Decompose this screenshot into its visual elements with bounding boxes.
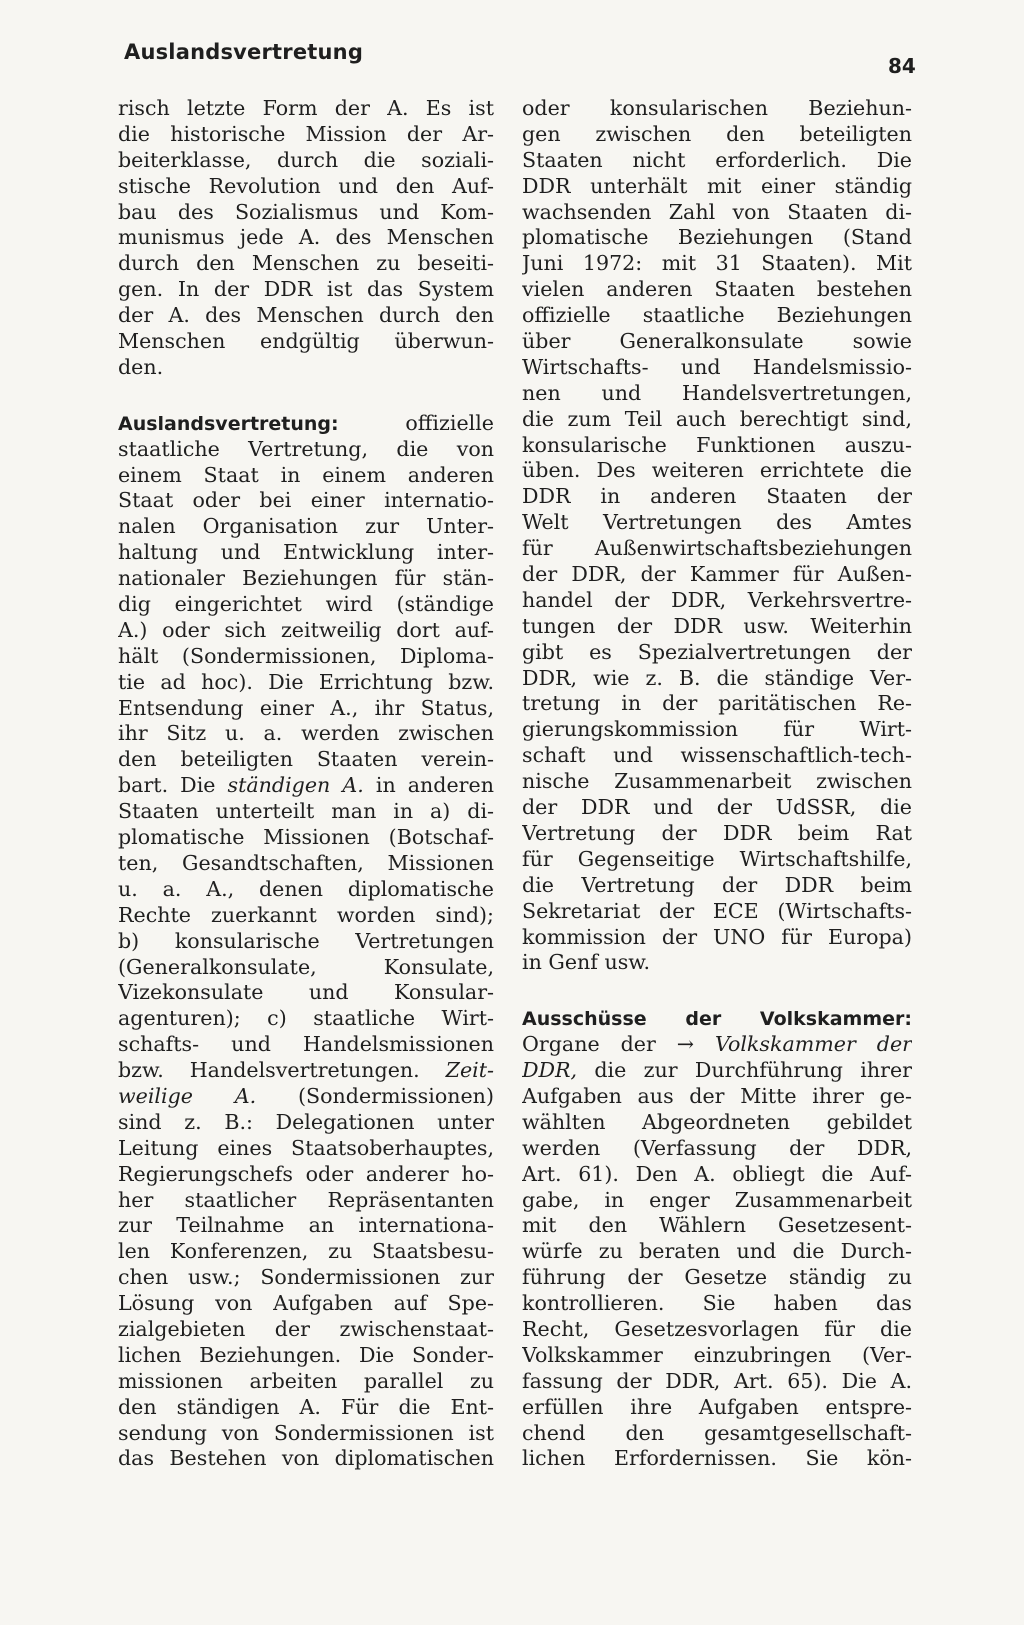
text-line: len Konferenzen, zu Staatsbesu- bbox=[118, 1239, 494, 1264]
entry-headword-line: Ausschüsse der Volkskammer: bbox=[522, 1008, 912, 1031]
text-line: die zum Teil auch berechtigt sind, bbox=[522, 406, 912, 431]
text-line: einem Staat in einem anderen bbox=[118, 462, 494, 487]
text-line: die historische Mission der Ar- bbox=[118, 121, 494, 146]
paragraph-gap bbox=[118, 381, 494, 411]
text-line: gierungskommission für Wirt- bbox=[522, 717, 912, 742]
text-line: plomatische Missionen (Botschaf- bbox=[118, 825, 494, 850]
text-line: nische Zusammenarbeit zwischen bbox=[522, 769, 912, 794]
text-line: gabe, in enger Zusammenarbeit bbox=[522, 1187, 912, 1212]
text-line: hält (Sondermissionen, Diploma- bbox=[118, 643, 494, 668]
text-line: den beteiligten Staaten verein- bbox=[118, 747, 494, 772]
text-line: stische Revolution und den Auf- bbox=[118, 173, 494, 198]
text-line: Sekretariat der ECE (Wirtschafts- bbox=[522, 898, 912, 923]
text-line: nalen Organisation zur Unter- bbox=[118, 514, 494, 539]
text-line: bzw. Handelsvertretungen. Zeit- bbox=[118, 1058, 494, 1083]
text-line: haltung und Entwicklung inter- bbox=[118, 540, 494, 565]
text-line: üben. Des weiteren errichtete die bbox=[522, 458, 912, 483]
text-line: DDR unterhält mit einer ständig bbox=[522, 173, 912, 198]
text-line: der DDR, der Kammer für Außen- bbox=[522, 562, 912, 587]
text-line: in Genf usw. bbox=[522, 950, 651, 975]
text-line: der A. des Menschen durch den bbox=[118, 303, 494, 328]
text-line: Menschen endgültig überwun- bbox=[118, 329, 494, 354]
text-line: Wirtschafts- und Handelsmissio- bbox=[522, 354, 912, 379]
text-line: tie ad hoc). Die Errichtung bzw. bbox=[118, 669, 494, 694]
text-line: chend den gesamtgesellschaft- bbox=[522, 1420, 912, 1445]
text-line: ihr Sitz u. a. werden zwischen bbox=[118, 721, 494, 746]
text-line: Staaten nicht erforderlich. Die bbox=[522, 147, 912, 172]
text-line: Rechte zuerkannt worden sind); bbox=[118, 902, 494, 927]
text-line: oder konsularischen Beziehun- bbox=[522, 96, 912, 120]
text-line: gen zwischen den beteiligten bbox=[522, 121, 912, 146]
text-line: schaft und wissenschaftlich-tech- bbox=[522, 743, 912, 768]
text-line: Regierungschefs oder anderer ho- bbox=[118, 1161, 494, 1186]
text-line: Juni 1972: mit 31 Staaten). Mit bbox=[522, 251, 912, 276]
text-line: (Generalkonsulate, Konsulate, bbox=[118, 954, 494, 979]
text-line: lichen Beziehungen. Die Sonder- bbox=[118, 1342, 494, 1367]
text-line: das Bestehen von diplomatischen bbox=[118, 1446, 494, 1471]
text-line: wählten Abgeordneten gebildet bbox=[522, 1109, 912, 1134]
text-column-right bbox=[522, 96, 912, 1472]
running-title: Auslandsvertretung bbox=[124, 40, 364, 64]
text-line: tungen der DDR usw. Weiterhin bbox=[522, 613, 912, 638]
text-line: ten, Gesandtschaften, Missionen bbox=[118, 850, 494, 875]
text-line: vielen anderen Staaten bestehen bbox=[522, 277, 912, 302]
text-line: nen und Handelsvertretungen, bbox=[522, 380, 912, 405]
text-line: kontrollieren. Sie haben das bbox=[522, 1291, 912, 1316]
text-line: Lösung von Aufgaben auf Spe- bbox=[118, 1291, 494, 1316]
text-line: der DDR und der UdSSR, die bbox=[522, 795, 912, 820]
text-line: chen usw.; Sondermissionen zur bbox=[118, 1265, 494, 1290]
text-line: sind z. B.: Delegationen unter bbox=[118, 1109, 494, 1134]
text-line: durch den Menschen zu beseiti- bbox=[118, 251, 494, 276]
text-line: Welt Vertretungen des Amtes bbox=[522, 510, 912, 535]
text-line: b) konsularische Vertretungen bbox=[118, 928, 494, 953]
text-line: nationaler Beziehungen für stän- bbox=[118, 566, 494, 591]
text-line: zur Teilnahme an internationa- bbox=[118, 1213, 494, 1238]
entry-headword-line: Auslandsvertretung: offizielle bbox=[118, 410, 494, 435]
text-line: DDR, die zur Durchführung ihrer bbox=[522, 1058, 912, 1083]
text-line: den. bbox=[118, 354, 164, 379]
text-line: Organe der → Volkskammer der bbox=[522, 1032, 912, 1057]
text-line: Aufgaben aus der Mitte ihrer ge- bbox=[522, 1083, 912, 1108]
text-line: erfüllen ihre Aufgaben entspre- bbox=[522, 1394, 912, 1419]
paragraph-gap bbox=[522, 976, 912, 1006]
text-line: Vizekonsulate und Konsular- bbox=[118, 980, 494, 1005]
text-line: dig eingerichtet wird (ständige bbox=[118, 592, 494, 617]
text-line: Volkskammer einzubringen (Ver- bbox=[522, 1342, 912, 1367]
text-line: für Gegenseitige Wirtschaftshilfe, bbox=[522, 846, 912, 871]
text-line: den ständigen A. Für die Ent- bbox=[118, 1394, 494, 1419]
text-line: für Außenwirtschaftsbeziehungen bbox=[522, 536, 912, 561]
text-line: weilige A. (Sondermissionen) bbox=[118, 1083, 494, 1108]
text-line: sendung von Sondermissionen ist bbox=[118, 1420, 494, 1445]
text-line: lichen Erfordernissen. Sie kön- bbox=[522, 1446, 912, 1471]
text-line: kommission der UNO für Europa) bbox=[522, 924, 912, 949]
text-line: A.) oder sich zeitweilig dort auf- bbox=[118, 617, 494, 642]
text-line: Staaten unterteilt man in a) di- bbox=[118, 799, 494, 824]
text-line: Art. 61). Den A. obliegt die Auf- bbox=[522, 1161, 912, 1186]
text-line: DDR, wie z. B. die ständige Ver- bbox=[522, 665, 912, 690]
text-line: her staatlicher Repräsentanten bbox=[118, 1187, 494, 1212]
text-line: Recht, Gesetzesvorlagen für die bbox=[522, 1316, 912, 1341]
text-line: bart. Die ständigen A. in anderen bbox=[118, 773, 494, 798]
text-line: werden (Verfassung der DDR, bbox=[522, 1135, 912, 1160]
text-column-left bbox=[118, 96, 494, 1472]
text-line: zialgebieten der zwischenstaat- bbox=[118, 1316, 494, 1341]
text-line: fassung der DDR, Art. 65). Die A. bbox=[522, 1368, 912, 1393]
text-line: offizielle staatliche Beziehungen bbox=[522, 303, 912, 328]
text-line: führung der Gesetze ständig zu bbox=[522, 1265, 912, 1290]
text-line: wachsenden Zahl von Staaten di- bbox=[522, 199, 912, 224]
text-line: Staat oder bei einer internatio- bbox=[118, 488, 494, 513]
text-line: beiterklasse, durch die soziali- bbox=[118, 147, 494, 172]
text-line: handel der DDR, Verkehrsvertre- bbox=[522, 587, 912, 612]
text-line: über Generalkonsulate sowie bbox=[522, 329, 912, 354]
text-line: u. a. A., denen diplomatische bbox=[118, 876, 494, 901]
text-line: würfe zu beraten und die Durch- bbox=[522, 1239, 912, 1264]
text-line: munismus jede A. des Menschen bbox=[118, 225, 494, 250]
text-line: bau des Sozialismus und Kom- bbox=[118, 199, 494, 224]
text-line: plomatische Beziehungen (Stand bbox=[522, 225, 912, 250]
text-line: missionen arbeiten parallel zu bbox=[118, 1368, 494, 1393]
text-line: Vertretung der DDR beim Rat bbox=[522, 820, 912, 845]
text-line: DDR in anderen Staaten der bbox=[522, 484, 912, 509]
text-line: gibt es Spezialvertretungen der bbox=[522, 639, 912, 664]
text-line: agenturen); c) staatliche Wirt- bbox=[118, 1006, 494, 1031]
text-line: staatliche Vertretung, die von bbox=[118, 436, 494, 461]
text-line: Entsendung einer A., ihr Status, bbox=[118, 695, 494, 720]
text-line: die Vertretung der DDR beim bbox=[522, 872, 912, 897]
text-line: risch letzte Form der A. Es ist bbox=[118, 96, 494, 120]
text-line: Leitung eines Staatsoberhauptes, bbox=[118, 1135, 494, 1160]
text-line: gen. In der DDR ist das System bbox=[118, 277, 494, 302]
text-line: tretung in der paritätischen Re- bbox=[522, 691, 912, 716]
page-number: 84 bbox=[888, 54, 916, 78]
text-line: schafts- und Handelsmissionen bbox=[118, 1032, 494, 1057]
text-line: konsularische Funktionen auszu- bbox=[522, 432, 912, 457]
text-line: mit den Wählern Gesetzesent- bbox=[522, 1213, 912, 1238]
